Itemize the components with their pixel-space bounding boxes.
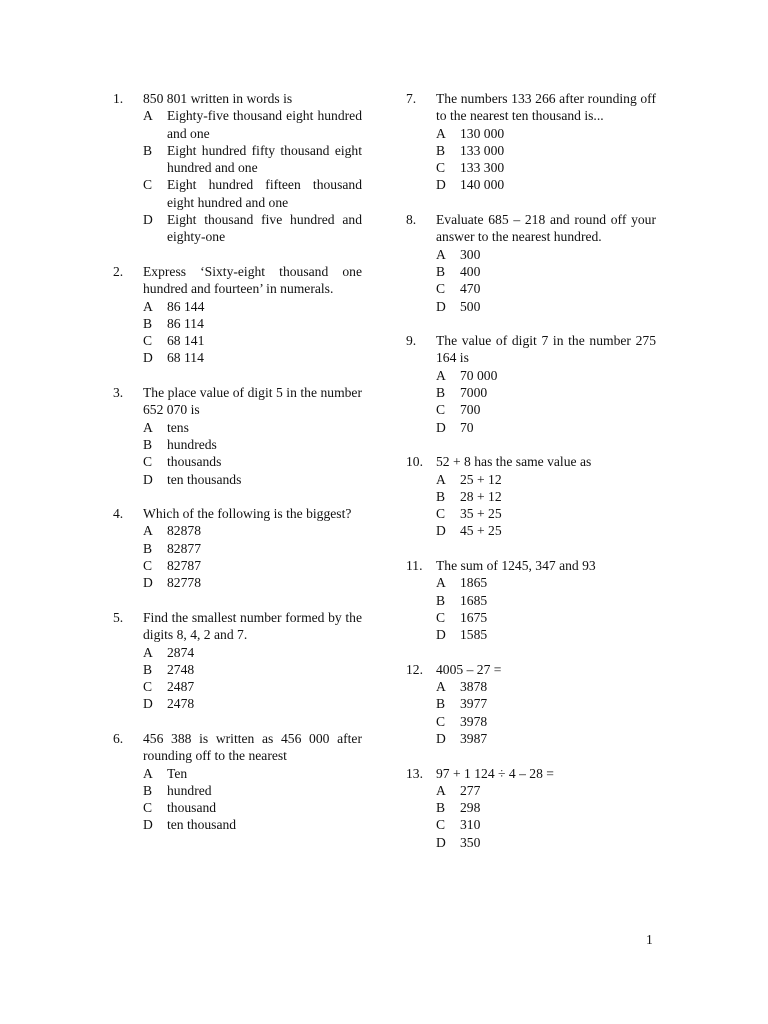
answer-option-a	[143, 765, 362, 782]
question-stem: 97 + 1 124 ÷ 4 – 28 =	[436, 765, 554, 781]
answer-option-d	[143, 211, 362, 246]
option-letter: B	[436, 385, 446, 401]
option-letter: B	[436, 488, 446, 504]
option-text: 2874	[167, 644, 195, 660]
question-number: 6.	[113, 730, 124, 746]
option-text: 470	[460, 281, 481, 297]
option-letter: A	[436, 782, 446, 798]
question-body	[436, 661, 656, 747]
answer-options	[436, 782, 656, 851]
option-text: 130 000	[460, 125, 505, 141]
option-letter: B	[436, 263, 446, 279]
option-text: ten thousand	[167, 817, 237, 833]
answer-options	[436, 574, 656, 643]
option-letter: D	[436, 730, 446, 746]
option-letter: C	[436, 402, 446, 418]
option-text: thousand	[167, 800, 217, 816]
option-letter: B	[436, 142, 446, 158]
answer-option-d	[143, 349, 362, 366]
option-text: Eight hundred fifteen thousand eight hundred and one	[167, 177, 362, 210]
answer-option-d	[143, 471, 362, 488]
answer-option-c	[143, 557, 362, 574]
question-body	[143, 263, 362, 367]
question-stem: The numbers 133 266 after rounding off to the nearest ten thousand is...	[436, 91, 656, 124]
option-text: 1865	[460, 575, 488, 591]
option-letter: B	[436, 696, 446, 712]
question-12	[406, 661, 656, 747]
answer-option-b	[143, 315, 362, 332]
option-text: Eighty-five thousand eight hundred and one	[167, 108, 362, 141]
question-3	[113, 384, 362, 488]
answer-option-b	[143, 540, 362, 557]
answer-option-a	[436, 367, 656, 384]
option-text: Eight hundred fifty thousand eight hundred and one	[167, 142, 362, 176]
left-question-column	[113, 90, 362, 851]
option-letter: C	[436, 160, 446, 176]
answer-options	[436, 246, 656, 315]
question-7	[406, 90, 656, 194]
question-11	[406, 557, 656, 643]
option-text: hundreds	[167, 436, 217, 452]
question-4	[113, 505, 362, 591]
option-letter: A	[436, 575, 446, 591]
option-letter: C	[143, 177, 153, 193]
option-letter: D	[436, 523, 446, 539]
option-letter: D	[143, 575, 153, 591]
option-letter: A	[436, 246, 446, 262]
answer-option-a	[436, 125, 656, 142]
question-number: 3.	[113, 385, 124, 401]
answer-options	[143, 522, 362, 591]
answer-options	[436, 471, 656, 540]
answer-option-c	[143, 332, 362, 349]
answer-option-c	[436, 816, 656, 833]
option-text: 3977	[460, 696, 488, 712]
question-number: 5.	[113, 609, 124, 625]
option-letter: D	[436, 177, 446, 193]
option-letter: A	[436, 679, 446, 695]
answer-option-d	[436, 419, 656, 436]
question-stem: Evaluate 685 – 218 and round off your answer to the nearest hundred.	[436, 212, 656, 245]
right-question-column	[406, 90, 656, 868]
option-letter: D	[143, 817, 153, 833]
answer-option-d	[436, 298, 656, 315]
question-1	[113, 90, 362, 246]
answer-option-d	[143, 695, 362, 712]
question-number: 8.	[406, 212, 417, 228]
answer-option-c	[436, 713, 656, 730]
question-stem: Express ‘Sixty-eight thousand one hundred and fourteen’ in numerals.	[143, 263, 362, 297]
page-number: 1	[646, 932, 653, 947]
option-text: 400	[460, 263, 481, 279]
question-number: 2.	[113, 263, 124, 279]
option-letter: C	[436, 713, 446, 729]
option-text: 28 + 12	[460, 488, 502, 504]
question-9	[406, 332, 656, 436]
answer-option-d	[436, 730, 656, 747]
answer-option-c	[436, 159, 656, 176]
question-body	[143, 609, 362, 713]
option-text: 3987	[460, 730, 488, 746]
question-number: 12.	[406, 661, 423, 677]
answer-option-c	[436, 401, 656, 418]
option-letter: B	[143, 782, 153, 798]
answer-option-a	[436, 246, 656, 263]
answer-option-c	[143, 453, 362, 470]
option-text: thousands	[167, 454, 222, 470]
option-text: 68 114	[167, 350, 204, 366]
option-letter: A	[436, 125, 446, 141]
answer-option-a	[143, 522, 362, 539]
question-stem: The sum of 1245, 347 and 93	[436, 558, 596, 574]
option-letter: D	[436, 298, 446, 314]
option-letter: D	[143, 471, 153, 487]
answer-option-c	[143, 799, 362, 816]
answer-option-a	[143, 107, 362, 142]
question-number: 10.	[406, 454, 423, 470]
option-text: Ten	[167, 765, 188, 781]
answer-option-c	[436, 280, 656, 297]
option-text: 68 141	[167, 333, 205, 349]
answer-option-a	[436, 782, 656, 799]
option-text: 82878	[167, 523, 201, 539]
answer-option-b	[143, 782, 362, 799]
answer-option-d	[143, 816, 362, 833]
option-letter: A	[143, 644, 153, 660]
answer-option-d	[436, 626, 656, 643]
option-text: 300	[460, 246, 481, 262]
option-letter: D	[436, 834, 446, 850]
option-letter: A	[436, 471, 446, 487]
answer-option-c	[143, 176, 362, 211]
option-letter: B	[143, 142, 153, 158]
option-letter: C	[436, 817, 446, 833]
answer-option-d	[436, 522, 656, 539]
answer-option-b	[143, 142, 362, 177]
question-stem: The place value of digit 5 in the number 652 070 is	[143, 385, 362, 418]
option-text: 133 300	[460, 160, 505, 176]
option-text: 25 + 12	[460, 471, 502, 487]
option-letter: D	[436, 419, 446, 435]
question-stem: Which of the following is the biggest?	[143, 506, 352, 522]
answer-option-a	[143, 298, 362, 315]
answer-option-c	[436, 505, 656, 522]
answer-option-d	[436, 176, 656, 193]
answer-options	[143, 107, 362, 245]
answer-option-b	[143, 661, 362, 678]
question-body	[436, 765, 656, 851]
answer-options	[436, 678, 656, 747]
answer-option-c	[143, 678, 362, 695]
option-text: 1585	[460, 627, 488, 643]
answer-option-b	[436, 592, 656, 609]
option-text: 2478	[167, 696, 195, 712]
option-letter: B	[143, 661, 153, 677]
option-text: 82778	[167, 575, 201, 591]
question-2	[113, 263, 362, 367]
question-number: 1.	[113, 91, 124, 106]
question-stem: 52 + 8 has the same value as	[436, 454, 592, 470]
question-body	[143, 505, 362, 591]
question-stem: 4005 – 27 =	[436, 661, 502, 677]
answer-options	[143, 419, 362, 488]
option-text: 7000	[460, 385, 488, 401]
question-body	[143, 384, 362, 488]
option-text: hundred	[167, 782, 212, 798]
option-text: ten thousands	[167, 471, 242, 487]
question-body	[436, 90, 656, 194]
option-text: 82787	[167, 558, 201, 574]
question-5	[113, 609, 362, 713]
option-text: 310	[460, 817, 481, 833]
option-text: 2487	[167, 679, 195, 695]
option-letter: B	[143, 315, 153, 331]
option-letter: C	[143, 800, 153, 816]
option-text: 298	[460, 800, 481, 816]
option-text: 3978	[460, 713, 488, 729]
option-text: 70 000	[460, 367, 498, 383]
question-stem: Find the smallest number formed by the digits 8, 4, 2 and 7.	[143, 609, 362, 643]
question-body	[436, 557, 656, 643]
question-number: 4.	[113, 506, 124, 522]
answer-option-b	[436, 384, 656, 401]
question-stem: 850 801 written in words is	[143, 91, 293, 106]
option-text: 70	[460, 419, 474, 435]
option-letter: C	[436, 281, 446, 297]
option-letter: D	[143, 212, 153, 228]
option-text: 3878	[460, 679, 488, 695]
answer-option-b	[143, 436, 362, 453]
question-13	[406, 765, 656, 851]
option-letter: C	[143, 454, 153, 470]
answer-options	[436, 367, 656, 436]
answer-option-b	[436, 695, 656, 712]
answer-option-b	[436, 263, 656, 280]
question-6	[113, 730, 362, 834]
option-letter: A	[143, 108, 153, 124]
option-letter: B	[436, 592, 446, 608]
option-letter: B	[143, 436, 153, 452]
option-text: 86 114	[167, 315, 204, 331]
option-text: Eight thousand five hundred and eighty-one	[167, 212, 362, 245]
option-text: tens	[167, 419, 189, 435]
option-letter: C	[143, 679, 153, 695]
question-number: 7.	[406, 91, 417, 106]
answer-option-d	[436, 834, 656, 851]
question-number: 11.	[406, 558, 423, 574]
option-letter: B	[436, 800, 446, 816]
option-text: 86 144	[167, 298, 205, 314]
answer-option-b	[436, 799, 656, 816]
option-letter: D	[143, 350, 153, 366]
option-letter: C	[436, 506, 446, 522]
option-letter: A	[143, 523, 153, 539]
answer-option-a	[436, 678, 656, 695]
answer-option-a	[436, 574, 656, 591]
question-8	[406, 211, 656, 315]
question-body	[143, 730, 362, 834]
question-body	[436, 332, 656, 436]
answer-options	[436, 125, 656, 194]
question-stem: The value of digit 7 in the number 275 164 is	[436, 333, 656, 366]
question-number: 13.	[406, 765, 423, 781]
question-body	[436, 453, 656, 539]
option-letter: D	[143, 696, 153, 712]
option-letter: A	[143, 298, 153, 314]
option-text: 2748	[167, 661, 195, 677]
option-text: 45 + 25	[460, 523, 502, 539]
option-letter: C	[436, 609, 446, 625]
option-text: 1675	[460, 609, 488, 625]
option-letter: A	[143, 419, 153, 435]
answer-options	[143, 298, 362, 367]
option-letter: A	[143, 765, 153, 781]
option-letter: A	[436, 367, 446, 383]
option-text: 35 + 25	[460, 506, 502, 522]
option-text: 133 000	[460, 142, 505, 158]
answer-option-b	[436, 142, 656, 159]
answer-option-c	[436, 609, 656, 626]
option-letter: C	[143, 333, 153, 349]
option-letter: B	[143, 540, 153, 556]
option-text: 277	[460, 782, 481, 798]
option-letter: C	[143, 558, 153, 574]
option-letter: D	[436, 627, 446, 643]
option-text: 140 000	[460, 177, 505, 193]
answer-option-b	[436, 488, 656, 505]
option-text: 1685	[460, 592, 488, 608]
question-10	[406, 453, 656, 539]
answer-option-a	[436, 471, 656, 488]
option-text: 82877	[167, 540, 201, 556]
answer-option-a	[143, 644, 362, 661]
answer-options	[143, 644, 362, 713]
question-stem: 456 388 is written as 456 000 after rounding off to the nearest	[143, 730, 362, 764]
question-body	[143, 90, 362, 246]
answer-options	[143, 765, 362, 834]
answer-option-d	[143, 574, 362, 591]
question-number: 9.	[406, 333, 417, 349]
question-body	[436, 211, 656, 315]
option-text: 350	[460, 834, 481, 850]
answer-option-a	[143, 419, 362, 436]
option-text: 500	[460, 298, 481, 314]
option-text: 700	[460, 402, 481, 418]
